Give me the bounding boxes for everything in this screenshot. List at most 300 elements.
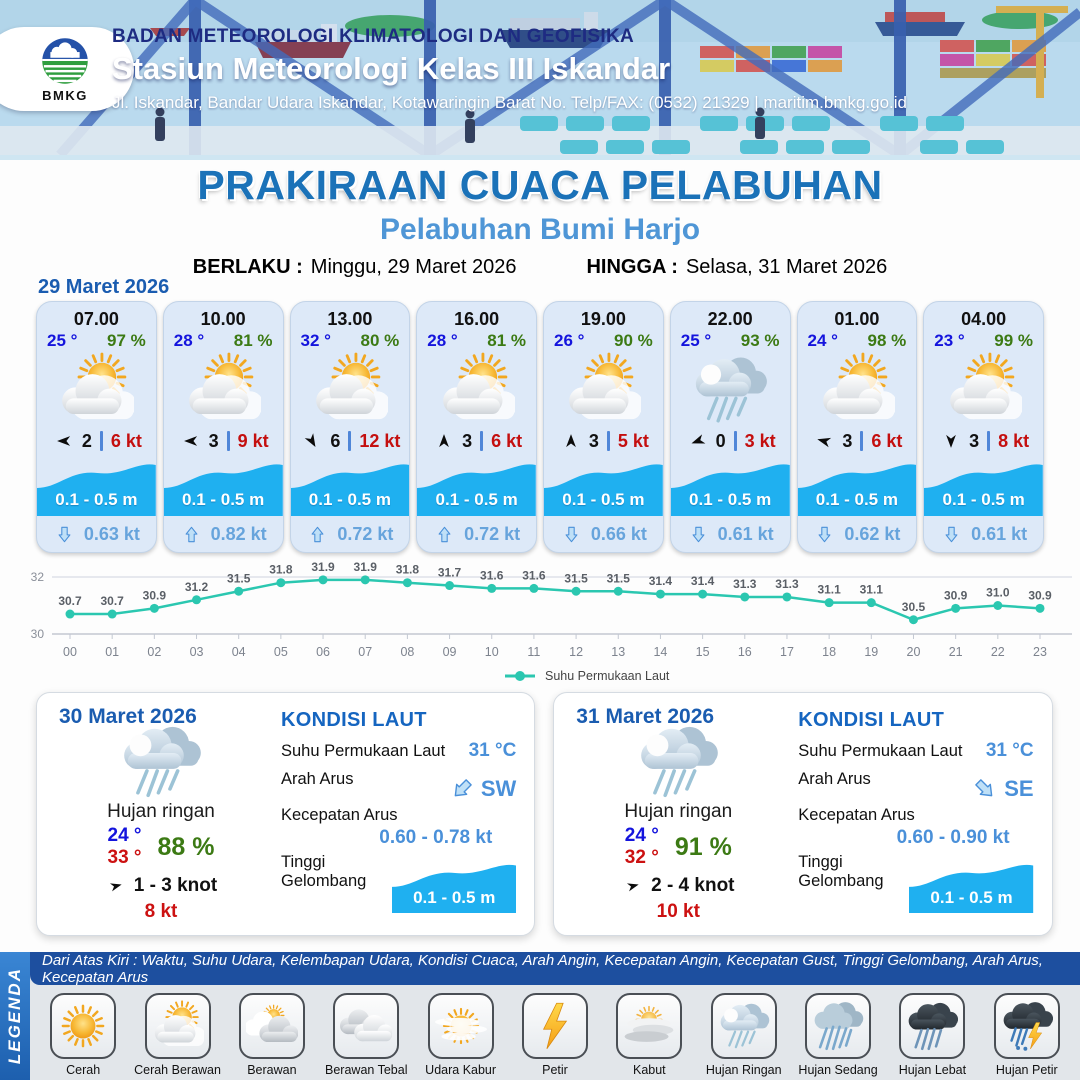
forecast-time: 04.00 bbox=[961, 309, 1007, 329]
daily-wave-height-band bbox=[909, 859, 1033, 913]
valid-from-value: Minggu, 29 Maret 2026 bbox=[310, 256, 517, 278]
svg-text:13: 13 bbox=[611, 645, 626, 659]
current-direction-text: SE bbox=[1004, 776, 1034, 801]
current-row bbox=[37, 516, 156, 552]
humidity: 98 % bbox=[867, 331, 907, 350]
wind-direction-icon bbox=[938, 428, 964, 454]
wave-height-value: 0.1 - 0.5 m bbox=[942, 490, 1025, 509]
current-speed: 0.63 kt bbox=[83, 523, 140, 544]
air-temperature: 25 ° bbox=[47, 331, 78, 350]
legend-weather-icon bbox=[246, 1000, 298, 1052]
forecast-time: 16.00 bbox=[454, 309, 500, 329]
current-direction-row bbox=[281, 770, 516, 804]
wind-direction-icon bbox=[51, 428, 77, 454]
current-row bbox=[544, 516, 663, 552]
svg-text:17: 17 bbox=[780, 645, 794, 659]
svg-text:31.9: 31.9 bbox=[353, 559, 377, 574]
wave-height-value: 0.1 - 0.5 m bbox=[689, 490, 772, 509]
hourly-forecast-card bbox=[797, 301, 918, 553]
min-temperature: 24 ° bbox=[624, 825, 659, 846]
svg-text:30.9: 30.9 bbox=[142, 588, 167, 603]
svg-text:01: 01 bbox=[105, 645, 120, 659]
daily-temps bbox=[108, 825, 215, 869]
wind-direction-icon bbox=[299, 428, 325, 454]
svg-text:10: 10 bbox=[484, 645, 499, 659]
hourly-forecast-card bbox=[416, 301, 537, 553]
svg-text:05: 05 bbox=[273, 645, 288, 659]
temp-humidity-row bbox=[544, 330, 663, 351]
humidity: 97 % bbox=[107, 331, 146, 350]
svg-text:31.5: 31.5 bbox=[227, 571, 251, 586]
legend-item bbox=[226, 993, 318, 1077]
legend-weather-icon bbox=[57, 1000, 109, 1052]
svg-text:32: 32 bbox=[30, 570, 44, 584]
svg-text:31.3: 31.3 bbox=[733, 576, 757, 591]
min-temperature: 24 ° bbox=[107, 825, 142, 846]
legend-icon-box bbox=[333, 993, 399, 1059]
daily-wind-speed: 2 - 4 knot bbox=[651, 875, 735, 896]
weather-condition-icon bbox=[819, 352, 895, 428]
current-speed-label: Kecepatan Arus bbox=[281, 806, 398, 824]
svg-text:03: 03 bbox=[189, 645, 204, 659]
forecast-time: 13.00 bbox=[327, 309, 373, 329]
daily-humidity: 91 % bbox=[674, 832, 732, 861]
current-row bbox=[417, 516, 536, 552]
wind-gust-separator bbox=[987, 431, 990, 451]
forecast-time: 10.00 bbox=[200, 309, 246, 329]
legend-section bbox=[0, 952, 1080, 1080]
wind-row bbox=[291, 428, 410, 454]
wind-speed: 3 bbox=[588, 430, 599, 451]
daily-gust-speed: 10 kt bbox=[656, 901, 700, 922]
legend-icon-box bbox=[50, 993, 116, 1059]
svg-text:30.9: 30.9 bbox=[943, 588, 968, 603]
svg-text:31.5: 31.5 bbox=[564, 571, 588, 586]
wave-height-band bbox=[37, 458, 156, 516]
sst-value: 31 °C bbox=[468, 740, 517, 761]
daily-date: 30 Maret 2026 bbox=[59, 705, 197, 728]
wave-height-value: 0.1 - 0.5 m bbox=[308, 490, 391, 509]
legend-item bbox=[698, 993, 790, 1077]
legend-icon-box bbox=[522, 993, 588, 1059]
svg-text:Suhu Permukaan Laut: Suhu Permukaan Laut bbox=[545, 669, 670, 683]
svg-text:12: 12 bbox=[569, 645, 584, 659]
max-temperature: 33 ° bbox=[107, 847, 142, 868]
legend-label: Hujan Lebat bbox=[898, 1063, 967, 1077]
sst-row bbox=[798, 740, 1033, 762]
wind-row bbox=[671, 428, 790, 454]
legend-weather-icon bbox=[529, 1000, 581, 1052]
svg-text:19: 19 bbox=[864, 645, 879, 659]
temp-humidity-row bbox=[291, 330, 410, 351]
hourly-forecast-card bbox=[543, 301, 664, 553]
gust-speed: 6 kt bbox=[871, 430, 903, 451]
legend-item bbox=[509, 993, 601, 1077]
current-direction-icon bbox=[180, 523, 203, 546]
sst-row bbox=[281, 740, 516, 762]
legend-label: Berawan bbox=[247, 1063, 297, 1077]
current-direction-icon bbox=[813, 523, 836, 546]
legend-title-bar bbox=[0, 952, 30, 1080]
wave-height-band bbox=[291, 458, 410, 516]
bmkg-logo-text: BMKG bbox=[42, 88, 88, 103]
daily-wave-height-value: 0.1 - 0.5 m bbox=[930, 888, 1013, 907]
legend-item bbox=[132, 993, 224, 1077]
current-speed: 0.82 kt bbox=[210, 523, 267, 544]
svg-text:23: 23 bbox=[1033, 645, 1047, 659]
current-speed-label: Kecepatan Arus bbox=[798, 806, 915, 824]
sst-line-chart bbox=[0, 556, 1080, 688]
svg-text:30.7: 30.7 bbox=[100, 594, 124, 609]
wind-row bbox=[164, 428, 283, 454]
hourly-forecast-card bbox=[923, 301, 1044, 553]
current-direction-row bbox=[798, 770, 1033, 804]
wind-gust-separator bbox=[860, 431, 863, 451]
daily-wind-row bbox=[105, 875, 217, 897]
legend-weather-icon bbox=[906, 1000, 958, 1052]
current-speed: 0.72 kt bbox=[337, 523, 394, 544]
legend-icon-box bbox=[145, 993, 211, 1059]
current-speed: 0.62 kt bbox=[844, 523, 901, 544]
gust-speed: 6 kt bbox=[491, 430, 523, 451]
wave-height-band bbox=[417, 458, 536, 516]
legend-item bbox=[792, 993, 884, 1077]
wind-speed: 3 bbox=[842, 430, 853, 451]
air-temperature: 25 ° bbox=[680, 331, 712, 350]
sst-value: 31 °C bbox=[985, 740, 1034, 761]
hourly-forecast-card bbox=[163, 301, 284, 553]
wave-height-row bbox=[798, 853, 1033, 913]
legend-label: Cerah bbox=[66, 1063, 101, 1077]
humidity: 93 % bbox=[740, 331, 780, 350]
humidity: 99 % bbox=[994, 331, 1033, 350]
svg-text:09: 09 bbox=[442, 645, 457, 659]
wind-gust-separator bbox=[348, 431, 351, 451]
sea-condition-column bbox=[267, 705, 516, 923]
svg-text:31.9: 31.9 bbox=[311, 559, 335, 574]
wave-height-value: 0.1 - 0.5 m bbox=[55, 490, 138, 509]
header-banner bbox=[0, 0, 1080, 155]
temp-humidity-row bbox=[924, 330, 1043, 351]
current-direction-icon bbox=[433, 523, 456, 546]
hourly-forecast-card bbox=[670, 301, 791, 553]
svg-text:31.7: 31.7 bbox=[437, 565, 462, 580]
legend-label: Petir bbox=[542, 1063, 568, 1077]
svg-text:16: 16 bbox=[737, 645, 752, 659]
current-row bbox=[798, 516, 917, 552]
weather-condition-icon bbox=[439, 352, 515, 428]
daily-condition: Hujan ringan bbox=[107, 801, 215, 822]
daily-temps bbox=[625, 825, 732, 869]
legend-items-row bbox=[30, 985, 1080, 1080]
wave-height-value: 0.1 - 0.5 m bbox=[435, 490, 518, 509]
temp-humidity-row bbox=[164, 330, 283, 351]
legend-label: Kabut bbox=[632, 1063, 666, 1077]
svg-text:31.6: 31.6 bbox=[522, 568, 546, 583]
current-direction-value bbox=[970, 774, 1033, 804]
wind-gust-separator bbox=[100, 431, 103, 451]
wind-speed: 3 bbox=[208, 430, 219, 451]
wave-height-value: 0.1 - 0.5 m bbox=[815, 490, 898, 509]
air-temperature: 32 ° bbox=[300, 331, 331, 350]
wind-direction-icon bbox=[685, 428, 711, 454]
wind-direction-icon bbox=[811, 428, 837, 454]
page-title: PRAKIRAAN CUACA PELABUHAN bbox=[197, 162, 883, 208]
weather-condition-icon bbox=[185, 352, 261, 428]
daily-wave-height-band bbox=[392, 859, 516, 913]
legend-weather-icon bbox=[812, 1000, 864, 1052]
legend-weather-icon bbox=[623, 1000, 675, 1052]
svg-text:31.6: 31.6 bbox=[480, 568, 504, 583]
current-row bbox=[671, 516, 790, 552]
legend-label: Hujan Ringan bbox=[705, 1063, 782, 1077]
daily-weather-icon bbox=[632, 721, 724, 803]
gust-speed: 6 kt bbox=[110, 430, 142, 451]
current-direction-value bbox=[447, 774, 516, 804]
wave-height-band bbox=[544, 458, 663, 516]
legend-weather-icon bbox=[435, 1000, 487, 1052]
wind-row bbox=[37, 428, 156, 454]
legend-weather-icon bbox=[340, 1000, 392, 1052]
daily-date: 31 Maret 2026 bbox=[576, 705, 715, 728]
forecast-date-label: 29 Maret 2026 bbox=[38, 276, 170, 298]
gust-speed: 3 kt bbox=[744, 430, 776, 451]
daily-weather-icon bbox=[115, 721, 207, 803]
wind-row bbox=[417, 428, 536, 454]
temp-humidity-row bbox=[671, 330, 790, 351]
wind-speed: 6 bbox=[330, 430, 341, 451]
forecast-time: 22.00 bbox=[707, 309, 753, 329]
svg-text:31.1: 31.1 bbox=[817, 582, 841, 597]
current-speed-value: 0.60 - 0.78 kt bbox=[379, 827, 493, 848]
daily-cards-row bbox=[36, 692, 1044, 936]
wave-height-band bbox=[671, 458, 790, 516]
air-temperature: 28 ° bbox=[427, 331, 458, 350]
legend-label: Hujan Sedang bbox=[798, 1063, 878, 1077]
wind-direction-icon bbox=[178, 428, 204, 454]
legend-weather-icon bbox=[1001, 1000, 1053, 1052]
wind-gust-separator bbox=[227, 431, 230, 451]
air-temperature: 23 ° bbox=[934, 331, 965, 350]
wave-height-band bbox=[924, 458, 1043, 516]
wave-height-value: 0.1 - 0.5 m bbox=[562, 490, 645, 509]
daily-wind-direction-icon bbox=[622, 875, 644, 897]
sea-current-direction-icon bbox=[970, 774, 1000, 804]
svg-text:15: 15 bbox=[695, 645, 710, 659]
svg-text:07: 07 bbox=[358, 645, 373, 659]
svg-text:31.3: 31.3 bbox=[775, 576, 799, 591]
humidity: 81 % bbox=[233, 331, 273, 350]
bmkg-logo-icon bbox=[39, 35, 91, 87]
valid-until bbox=[586, 256, 887, 279]
sea-condition-heading: KONDISI LAUT bbox=[281, 709, 427, 731]
current-speed: 0.66 kt bbox=[590, 523, 647, 544]
current-speed-value: 0.60 - 0.90 kt bbox=[896, 827, 1010, 848]
air-temperature: 28 ° bbox=[173, 331, 205, 350]
temp-humidity-row bbox=[417, 330, 536, 351]
current-direction-text: SW bbox=[480, 776, 517, 801]
gust-speed: 5 kt bbox=[617, 430, 649, 451]
wind-row bbox=[924, 428, 1043, 454]
svg-text:21: 21 bbox=[948, 645, 963, 659]
daily-gust-speed: 8 kt bbox=[144, 901, 178, 922]
temp-humidity-row bbox=[798, 330, 917, 351]
svg-text:14: 14 bbox=[653, 645, 668, 659]
air-temperature: 24 ° bbox=[807, 331, 838, 350]
humidity: 90 % bbox=[614, 331, 653, 350]
port-name-subtitle: Pelabuhan Bumi Harjo bbox=[379, 213, 701, 246]
sea-condition-heading: KONDISI LAUT bbox=[798, 709, 945, 731]
svg-text:31.1: 31.1 bbox=[859, 582, 883, 597]
svg-text:30.9: 30.9 bbox=[1028, 588, 1052, 603]
valid-from bbox=[193, 256, 517, 279]
gust-speed: 9 kt bbox=[237, 430, 269, 451]
current-direction-icon bbox=[53, 523, 76, 546]
weather-condition-icon bbox=[58, 352, 134, 428]
legend-note-strip bbox=[30, 952, 1080, 985]
sst-label: Suhu Permukaan Laut bbox=[281, 741, 446, 760]
valid-until-label: HINGGA : bbox=[586, 256, 678, 278]
current-speed: 0.72 kt bbox=[464, 523, 521, 544]
daily-forecast-card bbox=[553, 692, 1052, 936]
legend-icon-box bbox=[994, 993, 1060, 1059]
gust-speed: 12 kt bbox=[359, 430, 401, 451]
legend-weather-icon bbox=[718, 1000, 770, 1052]
air-temperature: 26 ° bbox=[554, 331, 585, 350]
legend-item bbox=[886, 993, 978, 1077]
sst-label: Suhu Permukaan Laut bbox=[798, 741, 963, 760]
weather-condition-icon bbox=[692, 352, 768, 428]
svg-text:30.5: 30.5 bbox=[901, 599, 926, 614]
forecast-time: 07.00 bbox=[73, 309, 119, 329]
gust-speed: 8 kt bbox=[998, 430, 1030, 451]
header-divider bbox=[0, 155, 1080, 160]
legend-item bbox=[37, 993, 129, 1077]
wave-height-value: 0.1 - 0.5 m bbox=[182, 490, 265, 509]
current-speed: 0.61 kt bbox=[971, 523, 1028, 544]
forecast-time: 01.00 bbox=[834, 309, 880, 329]
current-row bbox=[164, 516, 283, 552]
legend-note: Dari Atas Kiri : Waktu, Suhu Udara, Kelembapan Udara, Kondisi Cuaca, Arah Angin, Kecepatan Angin, Kecepatan Gust, Tinggi Gelombang, Arah Arus, Kecepatan Arus bbox=[42, 951, 1043, 986]
svg-text:31.4: 31.4 bbox=[690, 574, 715, 589]
weather-condition-icon bbox=[565, 352, 641, 428]
svg-text:11: 11 bbox=[527, 645, 541, 659]
wind-row bbox=[798, 428, 917, 454]
svg-text:08: 08 bbox=[400, 645, 415, 659]
daily-condition: Hujan ringan bbox=[624, 801, 733, 822]
svg-text:31.8: 31.8 bbox=[395, 562, 420, 577]
current-direction-icon bbox=[560, 523, 583, 546]
wind-direction-icon bbox=[558, 428, 584, 454]
svg-text:31.8: 31.8 bbox=[269, 562, 293, 577]
current-direction-icon bbox=[940, 523, 963, 546]
legend-title: LEGENDA bbox=[5, 967, 24, 1065]
wave-height-label: Tinggi Gelombang bbox=[281, 853, 367, 890]
wave-height-row bbox=[281, 853, 516, 913]
svg-text:31.2: 31.2 bbox=[184, 579, 209, 594]
hourly-cards-row bbox=[36, 301, 1044, 553]
legend-label: Berawan Tebal bbox=[325, 1063, 408, 1077]
legend-item bbox=[603, 993, 695, 1077]
svg-text:00: 00 bbox=[63, 645, 77, 659]
svg-text:20: 20 bbox=[906, 645, 921, 659]
sst-chart-section bbox=[0, 556, 1080, 688]
daily-wind-direction-icon bbox=[105, 875, 127, 897]
daily-wave-height-value: 0.1 - 0.5 m bbox=[413, 888, 496, 907]
humidity: 81 % bbox=[487, 331, 526, 350]
current-direction-icon bbox=[687, 523, 710, 546]
title-block bbox=[0, 162, 1080, 279]
wind-direction-icon bbox=[431, 428, 457, 454]
legend-label: Udara Kabur bbox=[425, 1063, 497, 1077]
svg-text:31.4: 31.4 bbox=[648, 574, 673, 589]
valid-until-value: Selasa, 31 Maret 2026 bbox=[685, 256, 888, 278]
weather-condition-icon bbox=[946, 352, 1022, 428]
legend-label: Hujan Petir bbox=[995, 1063, 1058, 1077]
max-temperature: 32 ° bbox=[624, 847, 659, 868]
wind-row bbox=[544, 428, 663, 454]
hourly-forecast-card bbox=[36, 301, 157, 553]
daily-wind-row bbox=[622, 875, 734, 897]
svg-text:31.0: 31.0 bbox=[986, 585, 1010, 600]
legend-icon-box bbox=[805, 993, 871, 1059]
svg-text:30.7: 30.7 bbox=[58, 594, 82, 609]
agency-name: BADAN METEOROLOGI KLIMATOLOGI DAN GEOFISIKA bbox=[112, 26, 635, 47]
current-direction-icon bbox=[306, 523, 329, 546]
current-direction-label: Arah Arus bbox=[798, 770, 871, 788]
temp-humidity-row bbox=[37, 330, 156, 351]
legend-item bbox=[415, 993, 507, 1077]
current-speed-row bbox=[281, 806, 516, 849]
svg-text:31.5: 31.5 bbox=[606, 571, 630, 586]
wave-height-label: Tinggi Gelombang bbox=[798, 853, 884, 890]
valid-from-label: BERLAKU : bbox=[192, 256, 303, 278]
svg-text:04: 04 bbox=[231, 645, 246, 659]
legend-item bbox=[981, 993, 1073, 1077]
daily-humidity: 88 % bbox=[157, 832, 215, 861]
svg-text:06: 06 bbox=[316, 645, 330, 659]
forecast-time: 19.00 bbox=[580, 309, 626, 329]
current-direction-label: Arah Arus bbox=[281, 770, 354, 788]
wind-gust-separator bbox=[480, 431, 483, 451]
humidity: 80 % bbox=[360, 331, 400, 350]
legend-icon-box bbox=[428, 993, 494, 1059]
current-speed: 0.61 kt bbox=[717, 523, 774, 544]
wind-gust-separator bbox=[607, 431, 610, 451]
wave-height-band bbox=[798, 458, 917, 516]
legend-icon-box bbox=[899, 993, 965, 1059]
svg-text:18: 18 bbox=[822, 645, 837, 659]
hourly-forecast-card bbox=[290, 301, 411, 553]
legend-weather-icon bbox=[152, 1000, 204, 1052]
current-speed-row bbox=[798, 806, 1033, 849]
wind-speed: 0 bbox=[715, 430, 726, 451]
daily-weather-column bbox=[55, 705, 267, 923]
wind-speed: 3 bbox=[462, 430, 473, 451]
sea-condition-column bbox=[784, 705, 1033, 923]
wind-gust-separator bbox=[734, 431, 737, 451]
legend-icon-box bbox=[616, 993, 682, 1059]
legend-item bbox=[320, 993, 412, 1077]
weather-condition-icon bbox=[312, 352, 388, 428]
legend-icon-box bbox=[711, 993, 777, 1059]
daily-wind-speed: 1 - 3 knot bbox=[133, 875, 218, 896]
svg-text:30: 30 bbox=[30, 627, 44, 641]
wave-height-band bbox=[164, 458, 283, 516]
legend-icon-box bbox=[239, 993, 305, 1059]
wind-speed: 3 bbox=[969, 430, 980, 451]
current-row bbox=[291, 516, 410, 552]
